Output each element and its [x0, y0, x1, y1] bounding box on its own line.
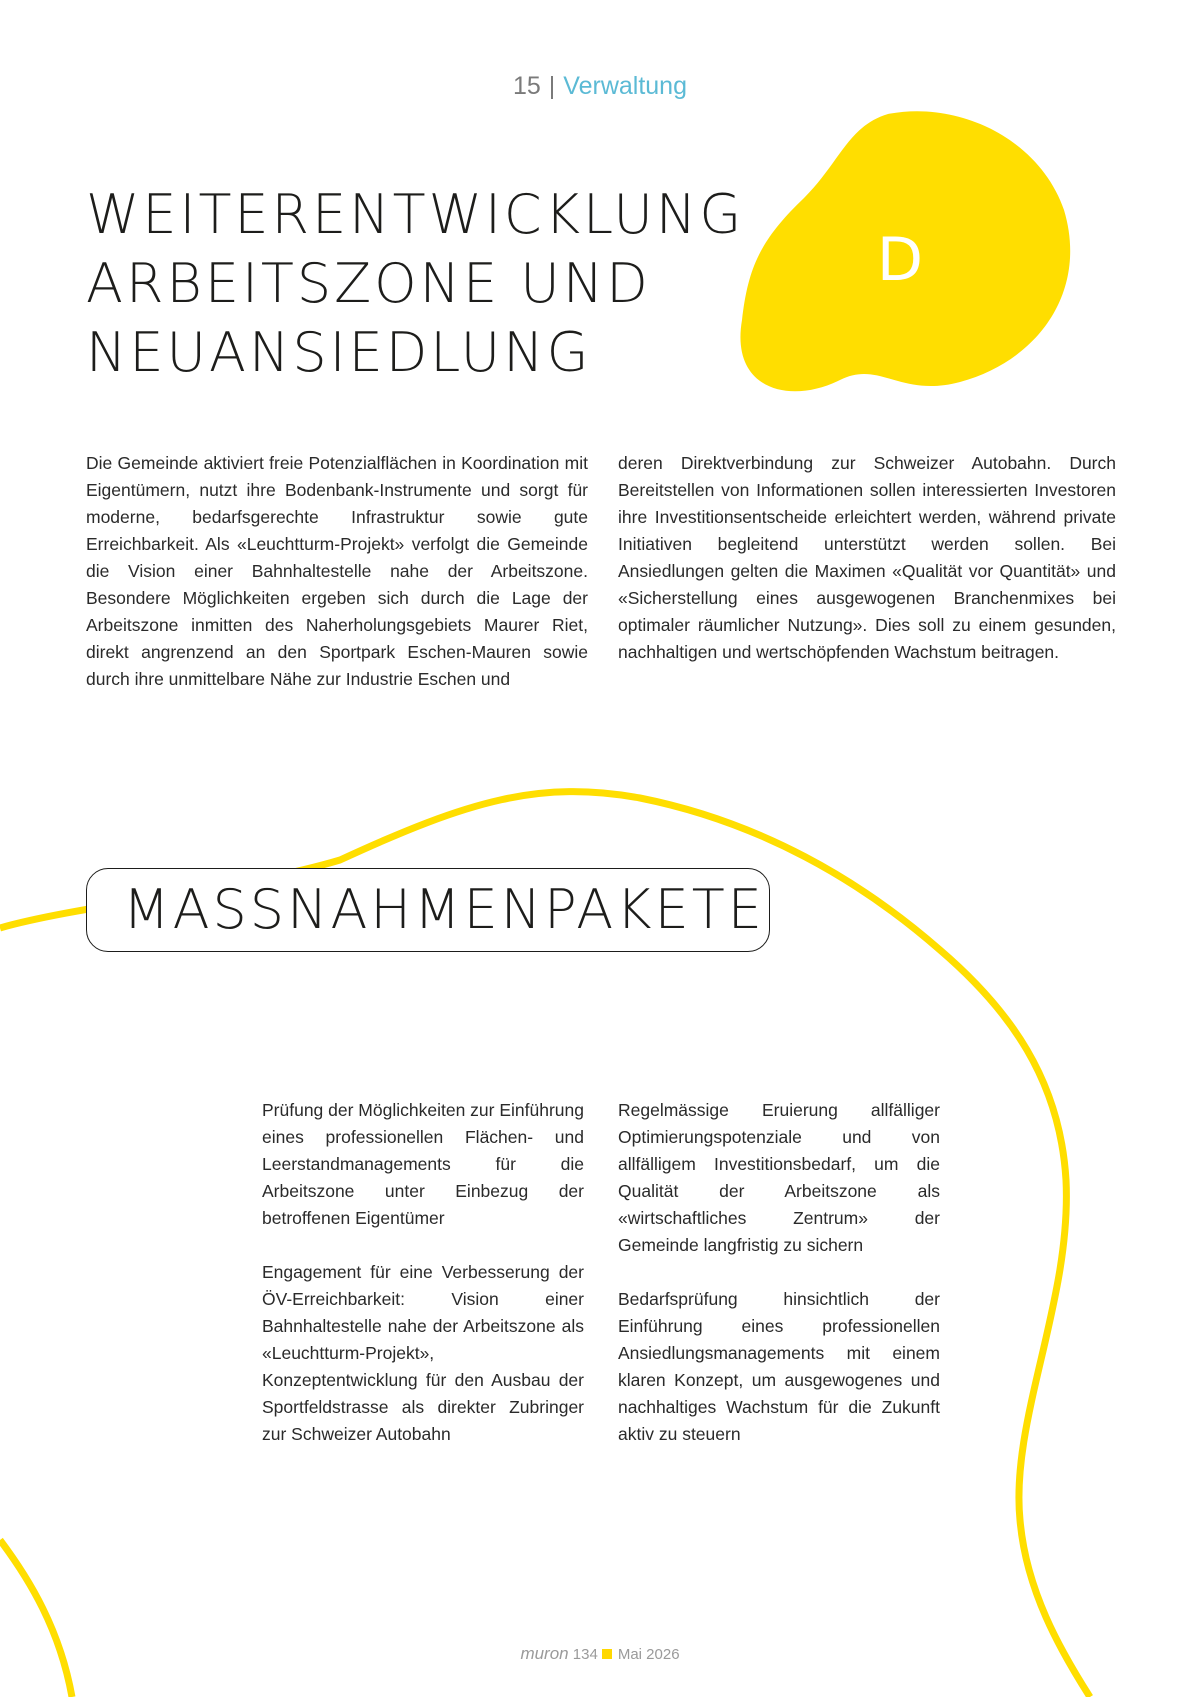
page-title: WEITERENTWICKLUNG ARBEITSZONE UND NEUANSIEDLUNG: [86, 183, 745, 384]
measures-heading-box: [86, 868, 770, 952]
section-name: Verwaltung: [563, 72, 687, 100]
page-footer: [0, 1644, 1200, 1664]
measure-item: Engagement für eine Verbesserung der ÖV-Erreichbarkeit: Vision einer Bahnhaltestelle nahe der Arbeitszone als «Leuchtturm-Projekt», Konzeptentwicklung für den Ausbau der Sportfeldstrasse als direkter Zubringer zur Schweizer Autobahn: [262, 1262, 584, 1444]
measures-column-left: [262, 1097, 584, 1475]
yellow-outline-curve-left: [0, 1540, 72, 1697]
measures-column-right: [618, 1097, 940, 1475]
measure-item: Prüfung der Möglichkeiten zur Einführung eines professionellen Flächen- und Leerstandmanagements für die Arbeitszone unter Einbezug der betroffenen Eigentümer: [262, 1100, 584, 1228]
section-letter-badge: D: [876, 225, 924, 295]
intro-paragraph: Die Gemeinde aktiviert freie Potenzialflächen in Koordination mit Eigentümern, nutzt ihre Bodenbank-Instrumente und sorgt für moderne, bedarfsgerechte Infrastruktur sowie gute Erreichbarkeit. Als «Leuchtturm-Projekt» verfolgt die Gemeinde die Vision einer Bahnhaltestelle nahe der Arbeitszone. Besondere Möglichkeiten ergeben sich durch die Lage der Arbeitszone inmitten des Naherholungsgebiets Maurer Riet, direkt angrenzend an den Sportpark Eschen-Mauren sowie durch ihre unmittelbare Nähe zur Industrie Eschen und: [86, 453, 588, 689]
yellow-square-icon: [602, 1649, 612, 1659]
page-header: [0, 72, 1200, 101]
magazine-brand: muron: [520, 1644, 569, 1663]
intro-column-right: [618, 450, 1116, 666]
intro-column-left: [86, 450, 588, 693]
page-number: 15: [512, 72, 541, 100]
issue-number: 134: [572, 1646, 598, 1663]
header-separator: |: [548, 72, 556, 100]
issue-date: Mai 2026: [617, 1646, 680, 1663]
measure-item: Regelmässige Eruierung allfälliger Optimierungspotenziale und von allfälligem Investitionsbedarf, um die Qualität der Arbeitszone als «wirtschaftliches Zentrum» der Gemeinde langfristig zu sichern: [618, 1100, 940, 1255]
measure-item: Bedarfsprüfung hinsichtlich der Einführung eines professionellen Ansiedlungsmanagements mit einem klaren Konzept, um ausgewogenes und nachhaltiges Wachstum für die Zukunft aktiv zu steuern: [618, 1289, 940, 1444]
intro-paragraph-continued: deren Direktverbindung zur Schweizer Autobahn. Durch Bereitstellen von Informationen sollen interessierten Investoren ihre Investitionsentscheide erleichtert werden, während private Initiativen begleitend unterstützt werden sollen. Bei Ansiedlungen gelten die Maximen «Qualität vor Quantität» und «Sicherstellung eines ausgewogenen Branchenmixes bei optimaler räumlicher Nutzung». Dies soll zu einem gesunden, nachhaltigen und wertschöpfenden Wachstum beitragen.: [618, 453, 1116, 662]
measures-heading: MASSNAHMENPAKETE: [123, 878, 765, 941]
